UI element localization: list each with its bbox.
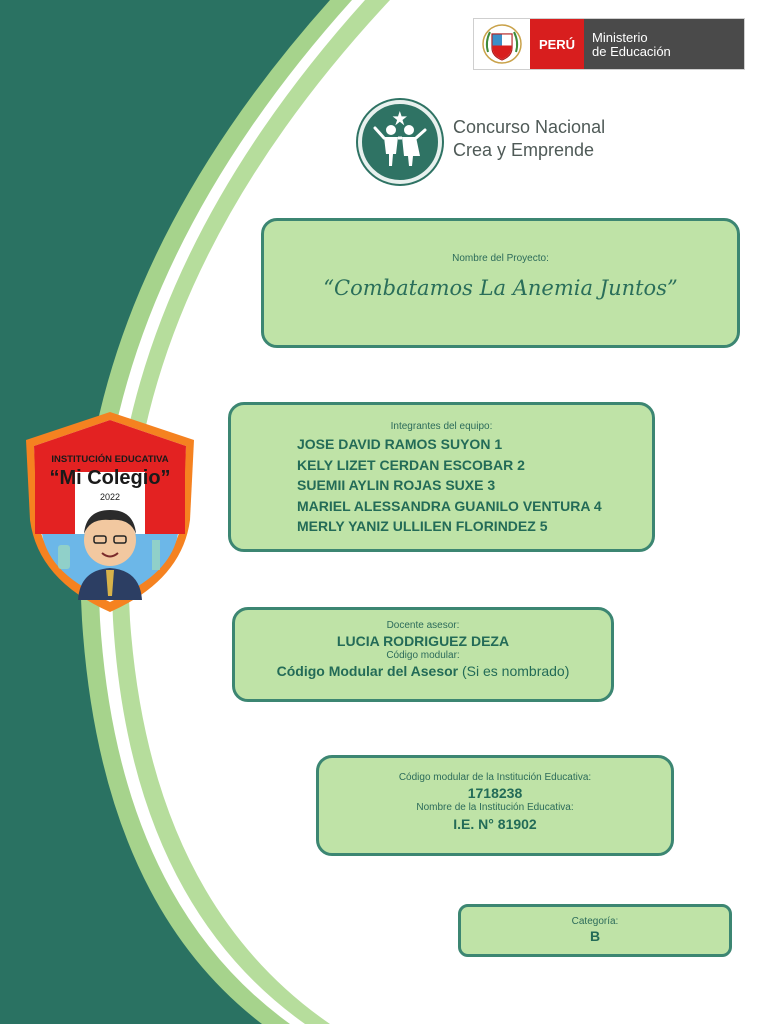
peru-shield-icon — [474, 19, 530, 69]
ministry-logo — [473, 18, 745, 70]
advisor-code-note: (Si es nombrado) — [462, 663, 570, 679]
advisor-code — [235, 663, 611, 679]
institution-box — [316, 755, 674, 856]
category-label: Categoría: — [571, 916, 619, 927]
ministry-name: Ministerio de Educación — [584, 19, 744, 69]
advisor-code-value: Código Modular del Asesor — [276, 663, 459, 679]
institution-code: 1718238 — [467, 785, 523, 801]
school-crest — [22, 410, 198, 614]
category-value: B — [589, 928, 601, 944]
contest-logo — [358, 100, 678, 184]
team-label: Integrantes del equipo: — [390, 421, 493, 432]
peru-label: PERÚ — [530, 19, 584, 69]
crest-year: 2022 — [99, 492, 121, 502]
institution-name: I.E. N° 81902 — [453, 816, 537, 832]
advisor-code-label: Código modular: — [386, 650, 460, 661]
children-icon — [358, 100, 442, 184]
team-member: JOSE DAVID RAMOS SUYON 1 — [297, 436, 503, 452]
team-member: KELY LIZET CERDAN ESCOBAR 2 — [297, 456, 525, 473]
project-name: “Combatamos La Anemia Juntos” — [323, 276, 678, 300]
crest-line2: “Mi Colegio” — [49, 467, 171, 489]
team-members — [231, 434, 652, 537]
institution-code-label: Código modular de la Institución Educativa: — [398, 772, 592, 783]
category-box — [458, 904, 732, 957]
advisor-name: LUCIA RODRIGUEZ DEZA — [336, 633, 510, 649]
team-member: MERLY YANIZ ULLILEN FLORINDEZ 5 — [297, 518, 548, 534]
advisor-box — [232, 607, 614, 702]
institution-name-label: Nombre de la Institución Educativa: — [416, 802, 574, 813]
contest-title: Concurso Nacional Crea y Emprende — [453, 117, 606, 160]
team-member: MARIEL ALESSANDRA GUANILO VENTURA 4 — [297, 497, 602, 514]
advisor-label: Docente asesor: — [386, 620, 460, 631]
team-member: SUEMII AYLIN ROJAS SUXE 3 — [297, 477, 496, 493]
team-box — [228, 402, 655, 552]
crest-line1: INSTITUCIÓN EDUCATIVA — [51, 454, 169, 465]
project-box — [261, 218, 740, 348]
project-label: Nombre del Proyecto: — [452, 253, 549, 264]
